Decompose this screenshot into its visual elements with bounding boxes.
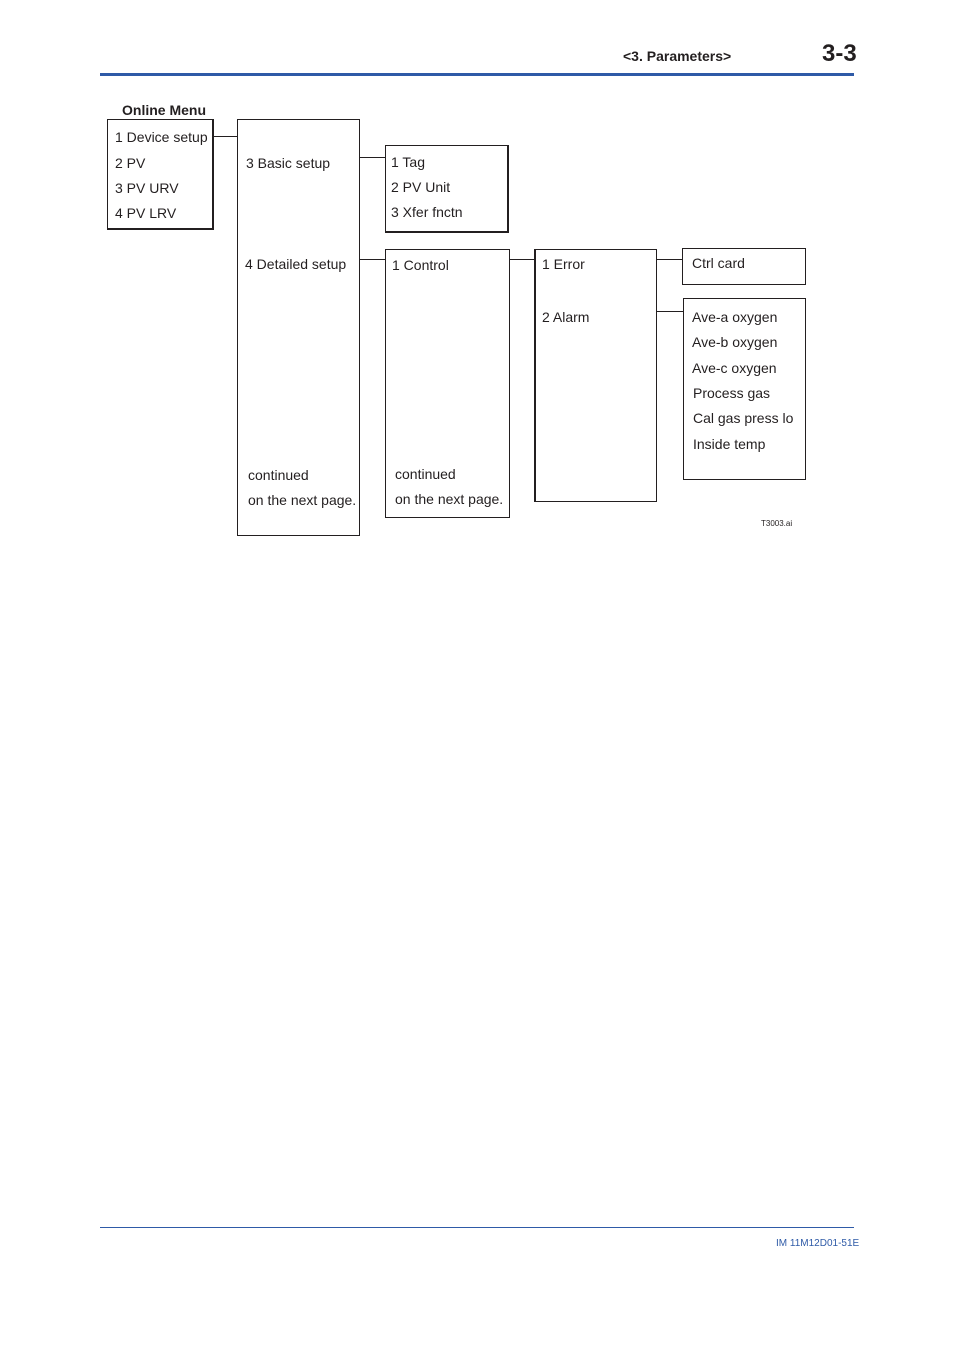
alarm-box [683, 298, 806, 480]
connector-line [360, 259, 385, 260]
menu-item-xfer-fnctn: 3 Xfer fnctn [391, 204, 463, 220]
connector-line [657, 311, 683, 312]
menu-item-detailed-setup: 4 Detailed setup [245, 256, 347, 272]
continued-note: continued [248, 467, 309, 483]
menu-item-basic-setup: 3 Basic setup [246, 155, 331, 171]
basic-setup-box [385, 145, 509, 233]
alarm-item-inside-temp: Inside temp [693, 436, 766, 452]
menu-item-alarm: 2 Alarm [542, 309, 590, 325]
header-rule [100, 73, 854, 76]
figure-id: T3003.ai [761, 519, 793, 528]
menu-item-tag: 1 Tag [391, 154, 425, 170]
error-box [682, 248, 806, 285]
footer-rule [100, 1227, 854, 1228]
menu-item-ctrl-card: Ctrl card [692, 255, 745, 271]
menu-item-error: 1 Error [542, 256, 585, 272]
detailed-setup-box [385, 249, 510, 518]
online-menu-box [107, 119, 214, 230]
alarm-item-ave-a-oxygen: Ave-a oxygen [692, 309, 778, 325]
alarm-item-cal-gas-press-lo: Cal gas press lo [693, 410, 794, 426]
continued-note: on the next page. [248, 492, 357, 508]
continued-note: continued [395, 466, 456, 482]
continued-note: on the next page. [395, 491, 504, 507]
connector-line [657, 259, 682, 260]
alarm-item-ave-c-oxygen: Ave-c oxygen [692, 360, 777, 376]
alarm-item-process-gas: Process gas [693, 385, 771, 401]
alarm-item-ave-b-oxygen: Ave-b oxygen [692, 334, 778, 350]
menu-item-pv-urv: 3 PV URV [115, 180, 179, 196]
menu-item-device-setup: 1 Device setup [115, 129, 208, 145]
menu-item-pv-lrv: 4 PV LRV [115, 205, 177, 221]
connector-line [360, 157, 385, 158]
connector-line [214, 136, 237, 137]
menu-item-control: 1 Control [392, 257, 449, 273]
online-menu-title: Online Menu [122, 102, 206, 118]
menu-item-pv-unit: 2 PV Unit [391, 179, 451, 195]
device-setup-box [237, 119, 360, 536]
control-box [534, 249, 657, 502]
document-id: IM 11M12D01-51E [776, 1238, 860, 1249]
section-title: <3. Parameters> [623, 48, 732, 64]
menu-item-pv: 2 PV [115, 155, 146, 171]
page-number: 3-3 [822, 40, 857, 67]
connector-line [510, 259, 534, 260]
